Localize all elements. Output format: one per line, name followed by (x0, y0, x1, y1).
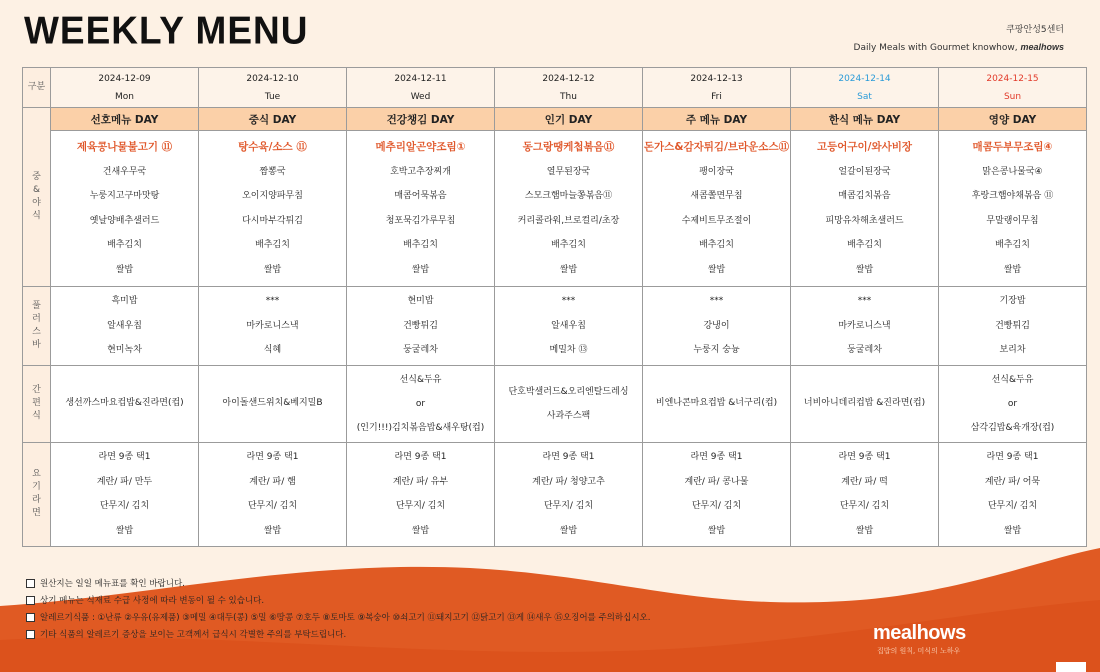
note-text: 원산지는 일일 메뉴표를 확인 바랍니다. (40, 579, 185, 589)
menu-item: 배추김치 (255, 240, 290, 251)
menu-item: 돈가스&감자튀김/브라운소스⑪ (643, 141, 790, 154)
menu-item: 현미녹차 (107, 345, 142, 356)
day-weekday: Tue (264, 91, 281, 102)
menu-item: 팽이장국 (699, 166, 734, 177)
day-weekday: Mon (115, 91, 134, 102)
day-date: 2024-12-13 (690, 73, 743, 84)
day-weekday: Wed (410, 91, 431, 102)
menu-item: 단무지/ 김치 (395, 501, 446, 512)
day-theme: 주 메뉴 DAY (643, 108, 791, 131)
menu-item: 현미밥 (407, 296, 434, 307)
menu-item: 라면 9종 택1 (98, 452, 151, 463)
menu-item: 쌀밥 (559, 264, 578, 275)
menu-item: 쌀밥 (855, 264, 874, 275)
note-line (26, 610, 650, 627)
menu-item: 청포묵김가루무침 (385, 215, 456, 226)
menu-item: 아이돌샌드위치&베지밀B (222, 398, 323, 409)
menu-item: 라면 9종 택1 (690, 452, 743, 463)
menu-item: 매콤김치볶음 (838, 191, 891, 202)
menu-item: 누룽지고구마맛탕 (89, 191, 160, 202)
menu-item: 기장밥 (999, 296, 1026, 307)
checkbox-icon (26, 630, 35, 639)
menu-item: 새콤쫄면무침 (690, 191, 743, 202)
menu-item: 짬뽕국 (259, 166, 286, 177)
row-label-char: 편 (32, 398, 41, 409)
checkbox-icon (26, 596, 35, 605)
menu-item: 탕수육/소스 ⑪ (238, 141, 307, 154)
menu-item: 배추김치 (551, 240, 586, 251)
menu-item: 계란/ 파/ 콩나물 (684, 476, 749, 487)
row-label-char: 간 (32, 385, 41, 396)
day-theme: 선호메뉴 DAY (51, 108, 199, 131)
menu-item: 쌀밥 (411, 525, 430, 536)
note-line (26, 593, 650, 610)
menu-item: 단무지/ 김치 (247, 501, 298, 512)
menu-item: or (415, 398, 426, 409)
menu-item: *** (857, 296, 872, 307)
checkbox-icon (26, 613, 35, 622)
menu-item: 계란/ 파/ 햄 (249, 476, 296, 487)
day-date: 2024-12-12 (542, 73, 595, 84)
checkbox-icon (26, 579, 35, 588)
menu-item: 비엔나콘마요컵밥 &너구리(컵) (655, 398, 778, 409)
menu-item: 쌀밥 (263, 264, 282, 275)
menu-item: 흑미밥 (111, 296, 138, 307)
mealhows-logo: mealhows (873, 622, 966, 644)
menu-item: or (1007, 398, 1018, 409)
menu-item: 단호박샐러드&오리엔탈드레싱 (508, 386, 629, 397)
menu-item: 동그랑땡케첩볶음⑪ (522, 141, 615, 154)
menu-item: 둥굴레차 (847, 345, 882, 356)
menu-item: 배추김치 (847, 240, 882, 251)
menu-item: 메밀차 ⑬ (549, 345, 588, 356)
menu-item: 오이지양파무침 (242, 191, 303, 202)
row-label-char: 요 (32, 469, 41, 480)
logo-subtitle: 집밥의 원칙, 미식의 노하우 (877, 647, 961, 655)
row-label-char: 스 (32, 326, 41, 337)
menu-item: 쌀밥 (1003, 264, 1022, 275)
menu-item: 쌀밥 (115, 264, 134, 275)
menu-item: 단무지/ 김치 (839, 501, 890, 512)
note-text: 상기 메뉴는 식재료 수급 사정에 따라 변동이 될 수 있습니다. (40, 596, 265, 606)
row-label-char: 야 (32, 198, 41, 209)
menu-item: 계란/ 파/ 유부 (392, 476, 449, 487)
row-label-char: 러 (32, 313, 41, 324)
day-weekday: Sun (1003, 91, 1022, 102)
menu-item: 생선까스마요컵밥&진라면(컵) (65, 398, 184, 409)
row-label-char: 중 (32, 172, 41, 183)
menu-item: 쌀밥 (855, 525, 874, 536)
menu-item: 쌀밥 (115, 525, 134, 536)
day-date: 2024-12-09 (98, 73, 151, 84)
menu-item: 계란/ 파/ 떡 (841, 476, 888, 487)
menu-item: 수제비트무조절이 (681, 215, 752, 226)
menu-item: 얼갈이된장국 (838, 166, 891, 177)
menu-item: 고등어구이/와사비장 (816, 141, 913, 154)
day-theme: 인기 DAY (495, 108, 643, 131)
row-label-char: 풀 (32, 300, 41, 311)
menu-item: 피망유차해초샐러드 (825, 215, 904, 226)
menu-item: 단무지/ 김치 (543, 501, 594, 512)
notes (26, 576, 650, 644)
row-label-char: & (32, 185, 41, 196)
menu-item: 매콤두부무조림④ (972, 141, 1053, 154)
day-date: 2024-12-11 (394, 73, 447, 84)
tagline-brand: mealhows (1020, 42, 1064, 52)
menu-item: 쌀밥 (707, 525, 726, 536)
row-label-char: 바 (32, 339, 41, 350)
menu-item: *** (561, 296, 576, 307)
menu-item: 배추김치 (107, 240, 142, 251)
menu-item: 강냉이 (703, 320, 730, 331)
center-name: 쿠팡안성5센터 (1006, 25, 1064, 35)
day-theme: 한식 메뉴 DAY (791, 108, 939, 131)
menu-item: 계란/ 파/ 만두 (96, 476, 153, 487)
menu-item: 쌀밥 (411, 264, 430, 275)
menu-item: 쌀밥 (559, 525, 578, 536)
menu-item: 건빵튀김 (403, 320, 438, 331)
row-label-char: 식 (32, 211, 41, 222)
menu-item: 알새우칩 (551, 320, 586, 331)
menu-item: (인기!!!)김치볶음밥&새우탕(컵) (356, 422, 485, 433)
menu-item: 둥굴레차 (403, 345, 438, 356)
menu-item: 건빵튀김 (995, 320, 1030, 331)
note-line (26, 576, 650, 593)
menu-item: 삼각김밥&육개장(컵) (970, 422, 1055, 433)
menu-item: 너비아니데리컵밥 &진라면(컵) (803, 398, 926, 409)
menu-item: 선식&두유 (991, 374, 1034, 385)
menu-item: 옛날양배추샐러드 (89, 215, 160, 226)
day-theme: 중식 DAY (199, 108, 347, 131)
row-label-category: 구분 (23, 68, 51, 108)
menu-item: 호박고추장찌개 (390, 166, 451, 177)
menu-item: *** (265, 296, 280, 307)
row-label-char: 기 (32, 482, 41, 493)
menu-item: 마카로니스낵 (246, 320, 299, 331)
menu-item: 후랑크햄야채볶음 ⑪ (971, 191, 1054, 202)
menu-item: 무말랭이무침 (986, 215, 1039, 226)
day-theme: 건강챙김 DAY (347, 108, 495, 131)
day-date: 2024-12-15 (986, 73, 1039, 84)
note-text: 알레르기식품 : ①난류 ②우유(유제품) ③메밀 ④대두(콩) ⑤밀 ⑥땅콩 ⑦호두 ⑧토마토 ⑨복숭아 ⑩쇠고기 ⑪돼지고기 ⑫닭고기 ⑬게 ⑭새우 ⑮오징어를 주의하십시오. (40, 613, 651, 623)
menu-item: 맑은콩나물국④ (982, 166, 1043, 177)
row-label-char: 라 (32, 495, 41, 506)
day-theme: 영양 DAY (939, 108, 1087, 131)
menu-item: 제육콩나물불고기 ⑪ (76, 141, 173, 154)
menu-item: 열무된장국 (546, 166, 591, 177)
menu-item: 보리차 (999, 345, 1026, 356)
page-title: WEEKLY MENU (24, 8, 309, 52)
menu-item: 선식&두유 (399, 374, 442, 385)
menu-item: 알새우칩 (107, 320, 142, 331)
menu-item: 커리콜라워,브로컬리/초장 (517, 215, 620, 226)
menu-item: 계란/ 파/ 청양고추 (532, 476, 605, 487)
menu-item: *** (709, 296, 724, 307)
menu-item: 단무지/ 김치 (691, 501, 742, 512)
menu-item: 스모크햄마늘쫑볶음⑪ (524, 191, 613, 202)
menu-item: 식혜 (263, 345, 282, 356)
menu-item: 매콤어묵볶음 (394, 191, 447, 202)
menu-item: 누룽지 숭늉 (693, 345, 740, 356)
menu-item: 쌀밥 (263, 525, 282, 536)
tagline-text: Daily Meals with Gourmet knowhow, (853, 43, 1018, 53)
note-text: 기타 식품의 알레르기 증상을 보이는 고객께서 급식시 각별한 주의를 부탁드립니다. (40, 630, 347, 640)
menu-item: 다시마부각튀김 (242, 215, 303, 226)
menu-item: 계란/ 파/ 어묵 (984, 476, 1041, 487)
row-label-char: 식 (32, 411, 41, 422)
menu-item: 라면 9종 택1 (246, 452, 299, 463)
menu-item: 마카로니스낵 (838, 320, 891, 331)
menu-item: 배추김치 (699, 240, 734, 251)
day-weekday: Sat (857, 91, 872, 102)
menu-item: 라면 9종 택1 (838, 452, 891, 463)
day-weekday: Thu (560, 91, 577, 102)
menu-item: 쌀밥 (1003, 525, 1022, 536)
row-label-char: 면 (32, 508, 41, 519)
day-date: 2024-12-14 (838, 73, 891, 84)
menu-item: 배추김치 (403, 240, 438, 251)
corner-box (1056, 662, 1086, 672)
note-line (26, 627, 650, 644)
menu-item: 배추김치 (995, 240, 1030, 251)
menu-item: 라면 9종 택1 (394, 452, 447, 463)
menu-item: 사과주스팩 (546, 410, 591, 421)
menu-item: 단무지/ 김치 (987, 501, 1038, 512)
menu-item: 건새우무국 (102, 166, 147, 177)
menu-item: 쌀밥 (707, 264, 726, 275)
menu-item: 메추리알곤약조림① (375, 141, 466, 154)
day-weekday: Fri (711, 91, 722, 102)
menu-item: 라면 9종 택1 (986, 452, 1039, 463)
menu-item: 라면 9종 택1 (542, 452, 595, 463)
menu-item: 단무지/ 김치 (99, 501, 150, 512)
day-date: 2024-12-10 (246, 73, 299, 84)
